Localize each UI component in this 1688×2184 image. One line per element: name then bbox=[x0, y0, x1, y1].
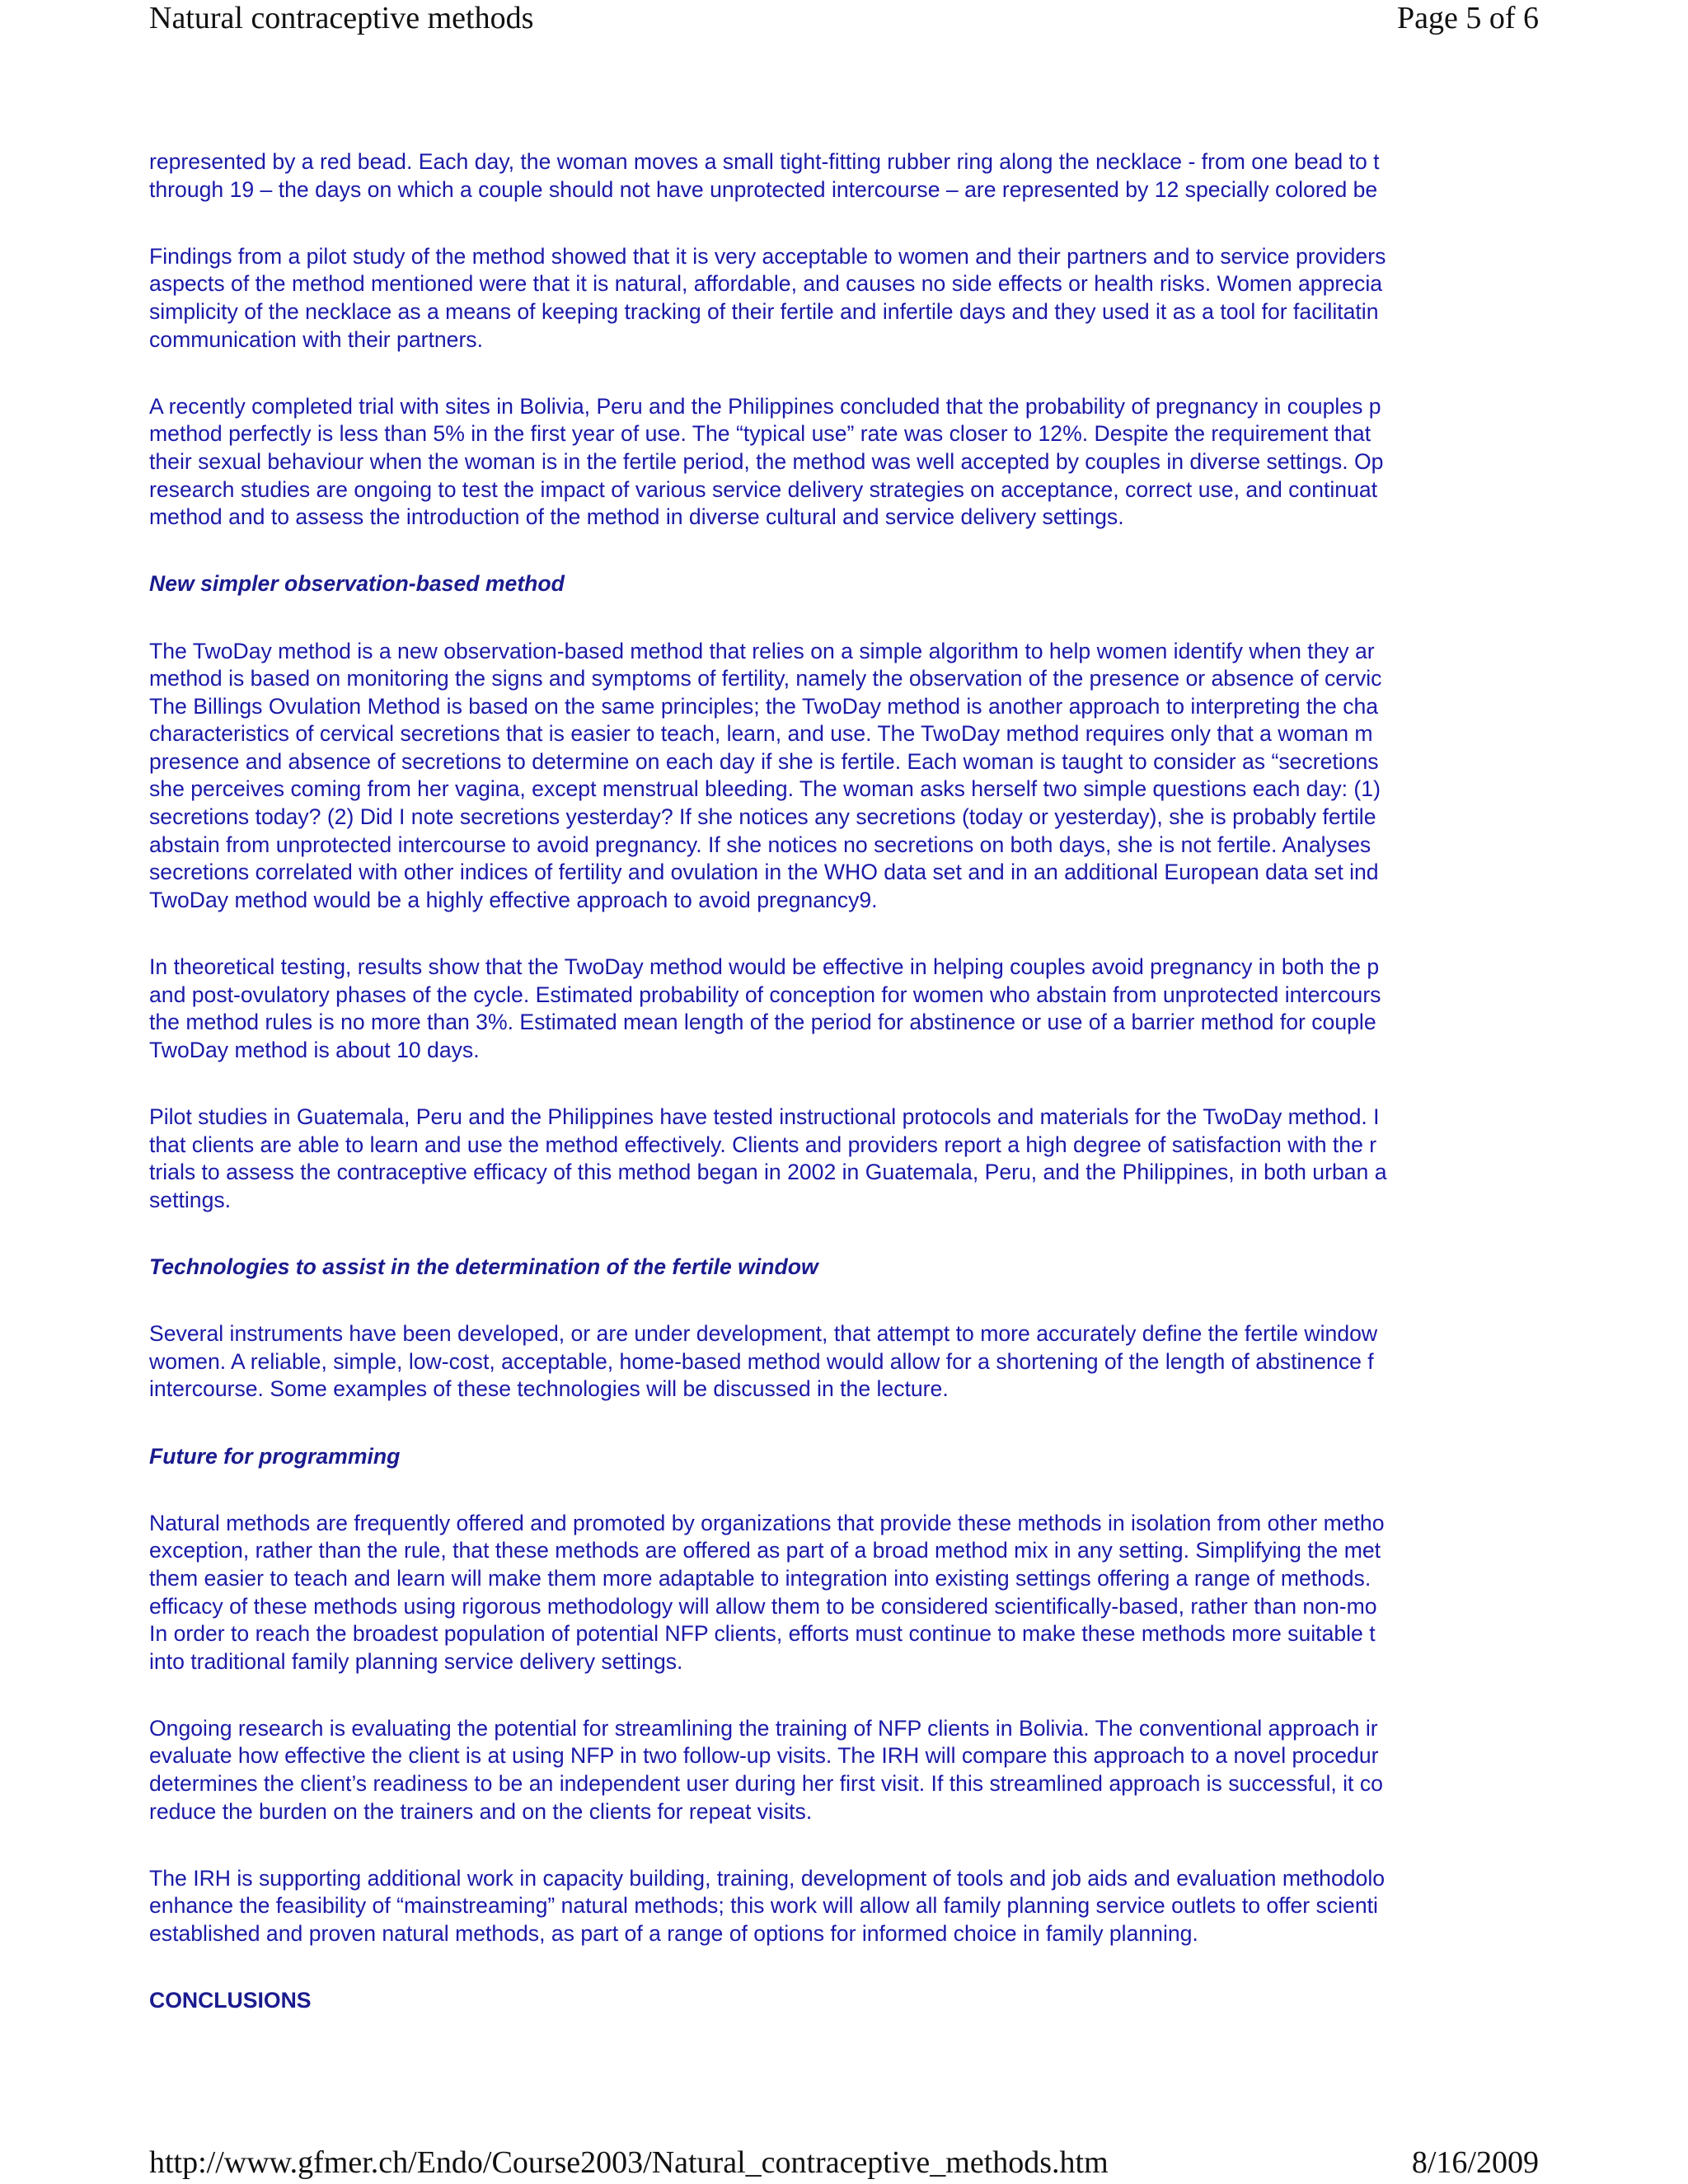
text-line: communication with their partners. bbox=[149, 326, 483, 352]
text-line: evaluate how effective the client is at using NFP in two follow-up visits. The IRH will compare this approach to a novel procedur bbox=[149, 1743, 1379, 1769]
text-line: method and to assess the introduction of the method in diverse cultural and service delivery settings. bbox=[149, 504, 1124, 530]
paragraph bbox=[149, 1715, 1540, 1825]
paragraph bbox=[149, 1865, 1540, 1948]
text-line: them easier to teach and learn will make them more adaptable to integration into existing settings offering a range of methods. bbox=[149, 1565, 1372, 1591]
text-line: women. A reliable, simple, low-cost, acceptable, home-based method would allow for a shortening of the length of abstinence f bbox=[149, 1348, 1374, 1374]
text-line: simplicity of the necklace as a means of keeping tracking of their fertile and infertile days and they used it as a tool for facilitatin bbox=[149, 298, 1379, 324]
text-line: efficacy of these methods using rigorous methodology will allow them to be considered scientifically-based, rather than non-mo bbox=[149, 1593, 1377, 1619]
page-footer bbox=[149, 2144, 1539, 2184]
paragraph bbox=[149, 148, 1540, 204]
text-line: the method rules is no more than 3%. Estimated mean length of the period for abstinence or use of a barrier method for couple bbox=[149, 1010, 1376, 1035]
text-line: settings. bbox=[149, 1187, 232, 1212]
text-line: aspects of the method mentioned were that it is natural, affordable, and causes no side effects or health risks. Women apprecia bbox=[149, 271, 1383, 297]
text-line: research studies are ongoing to test the impact of various service delivery strategies on acceptance, correct use, and continuat bbox=[149, 476, 1378, 502]
text-line: A recently completed trial with sites in Bolivia, Peru and the Philippines concluded that the probability of pregnancy in couples p bbox=[149, 393, 1381, 419]
text-line: into traditional family planning service delivery settings. bbox=[149, 1648, 683, 1674]
text-line: characteristics of cervical secretions that is easier to teach, learn, and use. The TwoDay method requires only that a woman m bbox=[149, 721, 1373, 747]
text-line: Ongoing research is evaluating the potential for streamlining the training of NFP clients in Bolivia. The conventional approach ir bbox=[149, 1715, 1378, 1741]
paragraph bbox=[149, 243, 1540, 354]
text-line: enhance the feasibility of “mainstreaming” natural methods; this work will allow all family planning service outlets to offer scienti bbox=[149, 1893, 1378, 1919]
text-line: TwoDay method is about 10 days. bbox=[149, 1037, 480, 1062]
text-line: Several instruments have been developed, or are under development, that attempt to more accurately define the fertile window bbox=[149, 1321, 1378, 1347]
text-line: intercourse. Some examples of these technologies will be discussed in the lecture. bbox=[149, 1376, 949, 1402]
paragraph bbox=[149, 638, 1540, 915]
text-line: abstain from unprotected intercourse to avoid pregnancy. If she notices no secretions on both days, she is not fertile. Analyses bbox=[149, 832, 1372, 857]
text-line: Pilot studies in Guatemala, Peru and the Philippines have tested instructional protocols and materials for the TwoDay method. I bbox=[149, 1104, 1380, 1129]
text-line: The Billings Ovulation Method is based on the same principles; the TwoDay method is another approach to interpreting the cha bbox=[149, 693, 1379, 719]
paragraph bbox=[149, 954, 1540, 1064]
text-line: The TwoDay method is a new observation-based method that relies on a simple algorithm to help women identify when they ar bbox=[149, 638, 1375, 663]
text-line: their sexual behaviour when the woman is in the fertile period, the method was well accepted by couples in diverse settings. Op bbox=[149, 448, 1384, 474]
text-line: established and proven natural methods, as part of a range of options for informed choice in family planning. bbox=[149, 1921, 1198, 1947]
text-line: The IRH is supporting additional work in capacity building, training, development of tools and job aids and evaluation methodolo bbox=[149, 1865, 1386, 1891]
page-number: Page 5 of 6 bbox=[1396, 1, 1539, 35]
text-line: reduce the burden on the trainers and on the clients for repeat visits. bbox=[149, 1798, 813, 1824]
text-line: represented by a red bead. Each day, the woman moves a small tight-fitting rubber ring along the necklace - from one bead to t bbox=[149, 149, 1380, 174]
text-line: TwoDay method would be a highly effective approach to avoid pregnancy9. bbox=[149, 887, 878, 912]
text-line: she perceives coming from her vagina, except menstrual bleeding. The woman asks herself two simple questions each day: (1) bbox=[149, 776, 1381, 802]
print-date: 8/16/2009 bbox=[1411, 2145, 1539, 2180]
text-line: through 19 – the days on which a couple should not have unprotected intercourse – are represented by 12 specially colored be bbox=[149, 176, 1378, 202]
text-line: determines the client’s readiness to be an independent user during her first visit. If this streamlined approach is successful, it co bbox=[149, 1771, 1383, 1797]
source-url: http://www.gfmer.ch/Endo/Course2003/Natural_contraceptive_methods.htm bbox=[149, 2145, 1109, 2180]
text-line: exception, rather than the rule, that these methods are offered as part of a broad method mix in any setting. Simplifying the met bbox=[149, 1538, 1381, 1563]
paragraph bbox=[149, 393, 1540, 532]
section-heading: Technologies to assist in the determination of the fertile window bbox=[149, 1254, 818, 1279]
text-line: secretions correlated with other indices of fertility and ovulation in the WHO data set and in an additional European data set ind bbox=[149, 860, 1379, 885]
section-heading: New simpler observation-based method bbox=[149, 571, 565, 597]
page-header bbox=[149, 0, 1539, 43]
text-line: In theoretical testing, results show that the TwoDay method would be effective in helping couples avoid pregnancy in both the p bbox=[149, 954, 1380, 980]
text-line: method perfectly is less than 5% in the first year of use. The “typical use” rate was closer to 12%. Despite the requirement that bbox=[149, 421, 1372, 447]
document-title: Natural contraceptive methods bbox=[149, 1, 534, 35]
text-line: trials to assess the contraceptive efficacy of this method began in 2002 in Guatemala, Peru, and the Philippines, in both urban a bbox=[149, 1160, 1387, 1185]
paragraph bbox=[149, 1320, 1540, 1404]
paragraph bbox=[149, 1104, 1540, 1214]
text-line: Natural methods are frequently offered and promoted by organizations that provide these methods in isolation from other metho bbox=[149, 1510, 1385, 1535]
text-line: secretions today? (2) Did I note secretions yesterday? If she notices any secretions (today or yesterday), she is probably fertile bbox=[149, 804, 1376, 830]
text-line: and post-ovulatory phases of the cycle. Estimated probability of conception for women who abstain from unprotected intercours bbox=[149, 982, 1381, 1007]
section-heading: CONCLUSIONS bbox=[149, 1988, 312, 2013]
text-line: In order to reach the broadest population of potential NFP clients, efforts must continue to make these methods more suitable t bbox=[149, 1621, 1376, 1647]
text-line: presence and absence of secretions to determine on each day if she is fertile. Each woman is taught to consider as “secretions bbox=[149, 748, 1379, 774]
paragraph bbox=[149, 1510, 1540, 1676]
section-heading: Future for programming bbox=[149, 1443, 401, 1469]
article-body bbox=[149, 148, 1540, 2110]
text-line: that clients are able to learn and use the method effectively. Clients and providers report a high degree of satisfaction with the r bbox=[149, 1132, 1377, 1157]
text-line: Findings from a pilot study of the method showed that it is very acceptable to women and their partners and to service providers bbox=[149, 243, 1386, 269]
text-line: method is based on monitoring the signs and symptoms of fertility, namely the observation of the presence or absence of cervic bbox=[149, 666, 1382, 691]
